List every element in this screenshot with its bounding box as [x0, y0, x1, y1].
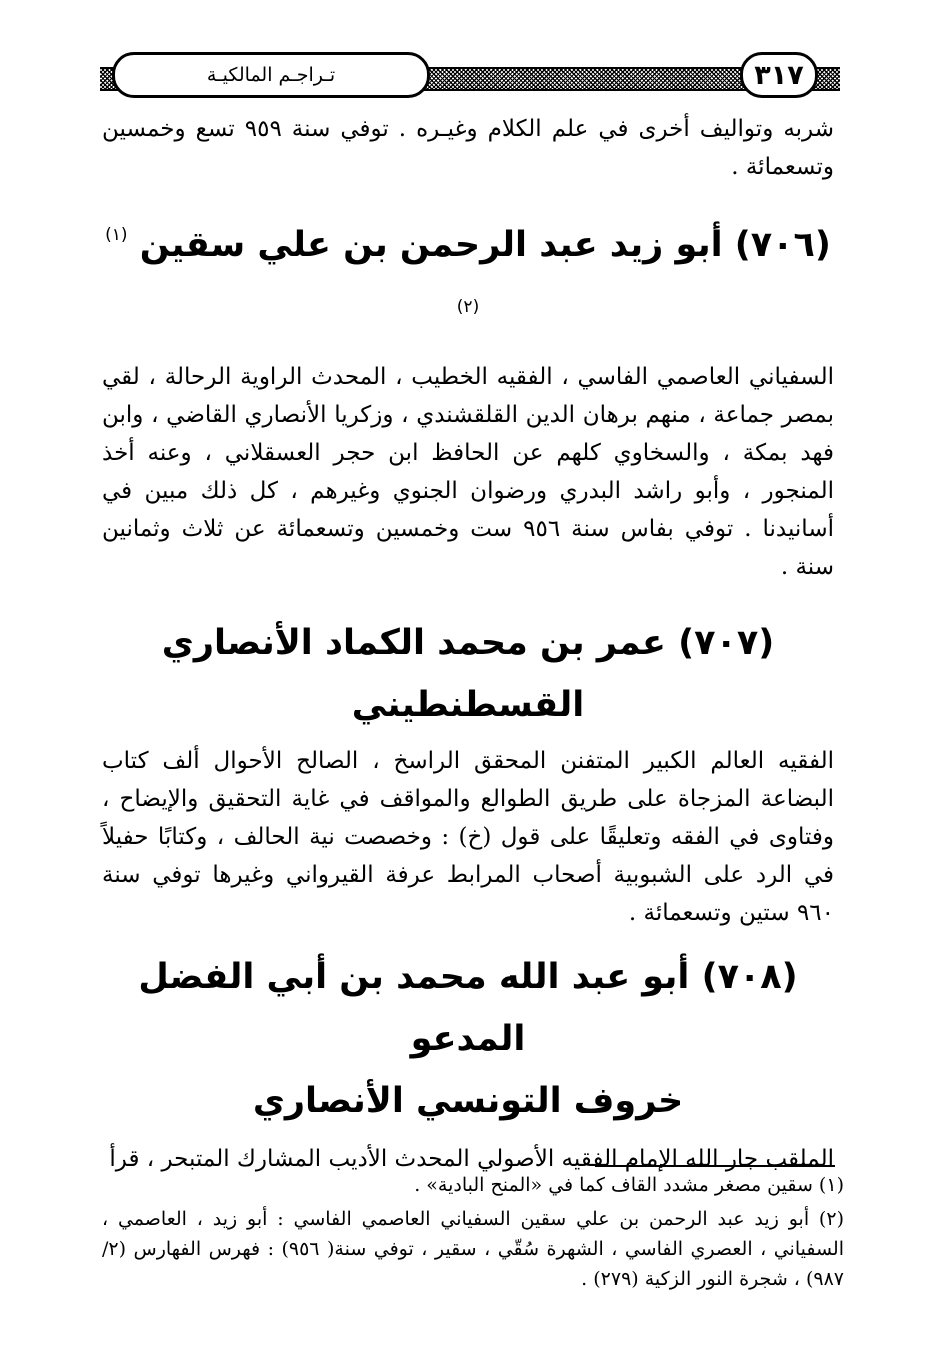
entry-body: الملقب جار الله الإمام الفقيه الأصولي المحدث الأديب المشارك المتبحر ، قرأ — [109, 1146, 834, 1172]
page-number: ٣١٧ — [740, 52, 818, 98]
page-header — [100, 50, 840, 104]
footnote-separator — [595, 1165, 835, 1167]
entry-heading-line2: خروف التونسي الأنصاري — [252, 1081, 684, 1121]
entry-body: الفقيه العالم الكبير المتفنن المحقق الراسخ ، الصالح الأحوال ألف كتاب البضاعة المزجاة على طريق الطوالع والمواقف في غاية التحقيق والإيضاح ، وفتاوى في الفقه وتعليقًا على قول (خ) : وخصصت نية الحالف ، وكتابًا حفيلاً في الرد على الشبوبية أصحاب المرابط عرفة القيرواني وغيرها توفي سنة ٩٦٠ ستين وتسعمائة . — [102, 748, 834, 926]
entry-heading — [102, 204, 834, 348]
page-content — [102, 110, 834, 1178]
entry-heading-line2: القسطنطيني — [351, 685, 585, 725]
entry-706 — [102, 204, 834, 586]
running-title: تـراجـم المالكيـة — [112, 52, 430, 98]
entry-heading-line1: (٧٠٧) عمر بن محمد الكماد الأنصاري — [161, 623, 775, 663]
footnote-1: (١) سقين مصغر مشدد القاف كما في «المنح البادية» . — [414, 1174, 844, 1196]
entry-heading-text: (٧٠٦) أبو زيد عبد الرحمن بن علي سقين — [139, 225, 831, 265]
entry-708 — [102, 946, 834, 1178]
entry-707 — [102, 612, 834, 932]
footnote-refs: (١)(٢) — [105, 225, 480, 317]
continuation-paragraph: شربه وتواليف أخرى في علم الكلام وغيـره . توفي سنة ٩٥٩ تسع وخمسين وتسعمائة . — [102, 116, 835, 180]
entry-heading-line1: (٧٠٨) أبو عبد الله محمد بن أبي الفضل المدعو — [138, 957, 798, 1059]
entry-heading — [102, 946, 834, 1132]
footnote-2: (٢) أبو زيد عبد الرحمن بن علي سقين السفياني العاصمي الفاسي : أبو زيد ، العاصمي ، السفياني ، العصري الفاسي ، الشهرة سُقّي ، سقير ، توفي سنة( ٩٥٦) : فهرس الفهارس (٢/ ٩٨٧) ، شجرة النور الزكية (٢٧٩) . — [102, 1208, 844, 1290]
entry-body: السفياني العاصمي الفاسي ، الفقيه الخطيب ، المحدث الراوية الرحالة ، لقي بمصر جماعة ، منهم برهان الدين القلقشندي ، وزكريا الأنصاري القاضي ، وابن فهد بمكة ، والسخاوي كلهم عن الحافظ ابن حجر العسقلاني ، وعنه أخذ المنجور ، وأبو راشد البدري ورضوان الجنوي وغيرهم ، كل ذلك مبين في أسانيدنا . توفي بفاس سنة ٩٥٦ ست وخمسين وتسعمائة عن ثلاث وثمانين سنة . — [102, 364, 834, 580]
footnotes — [102, 1170, 844, 1294]
entry-heading — [102, 612, 834, 736]
